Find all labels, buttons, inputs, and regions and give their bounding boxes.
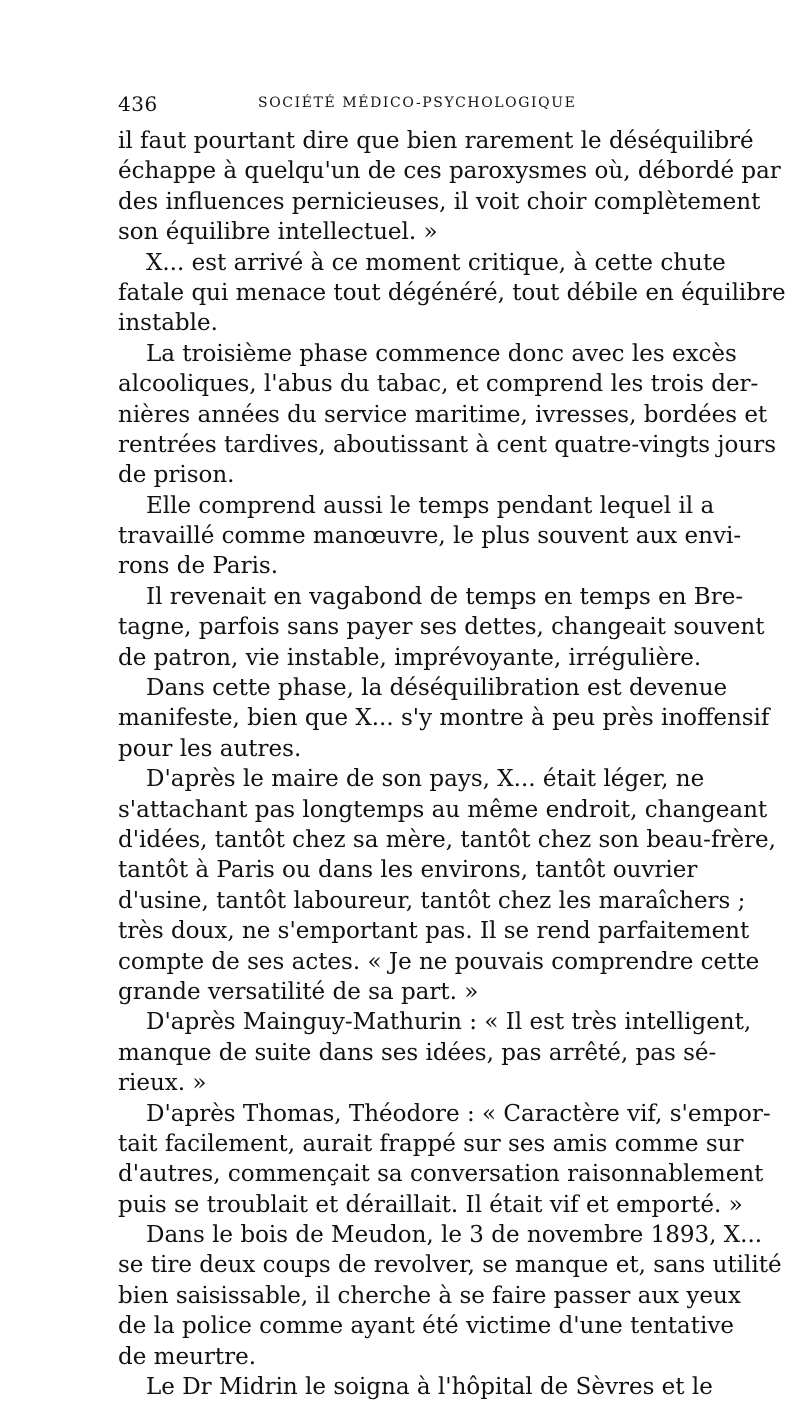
text-line: manifeste, bien que X... s'y montre à peu près inoffensif bbox=[118, 705, 770, 732]
text-line: rons de Paris. bbox=[118, 553, 279, 580]
text-line: La troisième phase commence donc avec les excès bbox=[146, 340, 737, 367]
text-line: puis se troublait et déraillait. Il était vif et emporté. » bbox=[118, 1191, 743, 1218]
text-line: tait facilement, aurait frappé sur ses amis comme sur bbox=[118, 1130, 744, 1157]
text-line: très doux, ne s'emportant pas. Il se rend parfaitement bbox=[118, 918, 750, 945]
text-line: rentrées tardives, aboutissant à cent quatre-vingts jours bbox=[118, 431, 777, 458]
running-title: SOCIÉTÉ MÉDICO-PSYCHOLOGIQUE bbox=[258, 95, 577, 111]
text-line: il faut pourtant dire que bien rarement le déséquilibré bbox=[118, 128, 754, 154]
text-line: d'autres, commençait sa conversation raisonnablement bbox=[118, 1161, 764, 1188]
running-head bbox=[118, 92, 678, 118]
text-line: Dans cette phase, la déséquilibration est devenue bbox=[146, 675, 728, 702]
text-line: Elle comprend aussi le temps pendant lequel il a bbox=[146, 492, 715, 519]
text-line: pour les autres. bbox=[118, 735, 302, 762]
text-line: fatale qui menace tout dégénéré, tout débile en équilibre bbox=[118, 279, 786, 306]
body-text bbox=[118, 126, 786, 1402]
text-line: se tire deux coups de revolver, se manque et, sans utilité bbox=[118, 1252, 782, 1279]
text-line: manque de suite dans ses idées, pas arrêté, pas sé- bbox=[118, 1039, 717, 1066]
text-line: D'après Thomas, Théodore : « Caractère vif, s'empor- bbox=[146, 1100, 771, 1127]
text-line: d'idées, tantôt chez sa mère, tantôt chez son beau-frère, bbox=[118, 826, 776, 853]
text-line: compte de ses actes. « Je ne pouvais comprendre cette bbox=[118, 948, 760, 975]
text-line: tagne, parfois sans payer ses dettes, changeait souvent bbox=[118, 614, 765, 641]
text-line: échappe à quelqu'un de ces paroxysmes où, débordé par bbox=[118, 158, 781, 185]
text-line: d'usine, tantôt laboureur, tantôt chez les maraîchers ; bbox=[118, 887, 746, 914]
text-line: Le Dr Midrin le soigna à l'hôpital de Sèvres et le bbox=[146, 1374, 713, 1401]
text-line: de patron, vie instable, imprévoyante, irrégulière. bbox=[118, 644, 702, 671]
text-line: rieux. » bbox=[118, 1070, 207, 1097]
text-line: s'attachant pas longtemps au même endroit, changeant bbox=[118, 796, 768, 823]
text-line: D'après Mainguy-Mathurin : « Il est très intelligent, bbox=[146, 1009, 752, 1036]
text-line: travaillé comme manœuvre, le plus souvent aux envi- bbox=[118, 523, 742, 550]
text-line: bien saisissable, il cherche à se faire passer aux yeux bbox=[118, 1282, 741, 1309]
text-line: des influences pernicieuses, il voit choir complètement bbox=[118, 188, 761, 215]
text-line: D'après le maire de son pays, X... était léger, ne bbox=[146, 766, 705, 793]
text-line: de la police comme ayant été victime d'une tentative bbox=[118, 1313, 734, 1340]
text-line: Dans le bois de Meudon, le 3 de novembre 1893, X... bbox=[146, 1222, 763, 1249]
text-line: alcooliques, l'abus du tabac, et comprend les trois der- bbox=[118, 371, 759, 398]
text-line: tantôt à Paris ou dans les environs, tantôt ouvrier bbox=[118, 857, 698, 884]
page-number: 436 bbox=[118, 92, 158, 116]
text-line: grande versatilité de sa part. » bbox=[118, 978, 479, 1005]
text-line: instable. bbox=[118, 310, 218, 337]
text-line: de prison. bbox=[118, 462, 235, 489]
text-line: Il revenait en vagabond de temps en temps en Bre- bbox=[146, 583, 744, 610]
text-line: nières années du service maritime, ivresses, bordées et bbox=[118, 401, 768, 428]
text-line: son équilibre intellectuel. » bbox=[118, 219, 438, 246]
text-line: de meurtre. bbox=[118, 1343, 257, 1370]
text-line: X... est arrivé à ce moment critique, à cette chute bbox=[146, 249, 726, 276]
